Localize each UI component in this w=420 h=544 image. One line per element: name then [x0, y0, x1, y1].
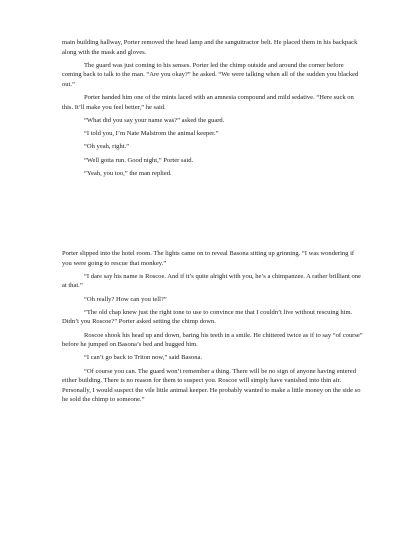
paragraph: Roscoe shook his head up and down, baring his teeth in a smile. He chittered twice as if to say “of course” before he jumped on Basona’s bed and hugged him. — [62, 331, 363, 349]
paragraph: Porter slipped into the hotel room. The lights came on to reveal Basona sitting up grinning. “I was wondering if you were going to rescue that monkey.” — [62, 250, 355, 267]
paragraph: “The old chap knew just the right tone to use to convince me that I couldn’t live without rescuing him. Didn’t you Roscoe?” Porter asked setting the chimp down. — [62, 308, 353, 326]
paragraph: “I dare say his name is Roscoe. And if it’s quite alright with you, he’s a chimpanzee. A rather brilliant one at that.” — [62, 272, 361, 290]
dialogue-line: “I can’t go back to Triton now,” said Basona. — [84, 354, 203, 362]
dialogue-line: “Oh really? How can you tell?” — [84, 295, 167, 303]
text-section-2 — [62, 249, 364, 408]
paragraph: “Of course you can. The guard won’t remember a thing. There will be no sign of anyone having entered either building. There is no reason for them to suspect you. Roscoe will simply have vanished into thin air. Personally, I would suspect the vile little animal keeper. He probably wanted to make a little money on the side so he sold the chimp to someone.” — [62, 367, 361, 404]
paragraph: main building hallway, Porter removed the head lamp and the sanguitractor belt. He placed them in his backpack along with the mask and gloves. — [62, 39, 358, 56]
dialogue-line: “Yeah, you too,” the man replied. — [84, 169, 172, 177]
dialogue-line: “I told you, I’m Nate Malstrom the animal keeper.” — [84, 130, 219, 138]
dialogue-line: “Well gotta run. Good night,” Porter said. — [84, 156, 194, 164]
paragraph: Porter handed him one of the mints laced with an amnesia compound and mild sedative. “Here suck on this. It’ll make you feel better,” he said. — [62, 94, 354, 111]
dialogue-line: “What did you say your name was?” asked the guard. — [84, 116, 225, 124]
paragraph: The guard was just coming to his senses. Porter led the chimp outside and around the corner before coming back to talk to the man. “Are you okay?” he asked. “We were talking when all of the sudden you blacked out.” — [62, 61, 359, 88]
text-section-1 — [62, 38, 364, 182]
dialogue-line: “Oh yeah, right.” — [84, 143, 130, 151]
